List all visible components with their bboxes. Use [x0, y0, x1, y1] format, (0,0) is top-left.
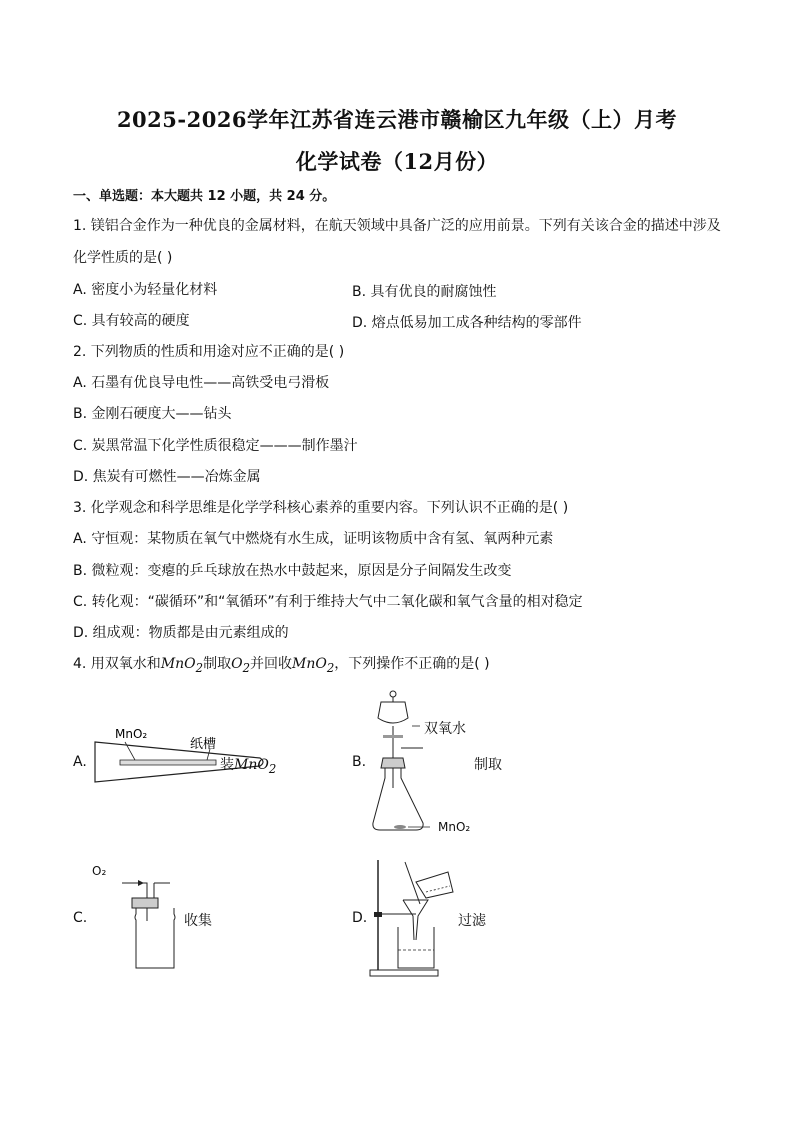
q4-option-b-caption: 制取: [474, 757, 502, 773]
gas-bottle-figure: [92, 876, 182, 976]
q4-option-a-letter: A.: [73, 754, 87, 770]
q3-option-b: B. 微粒观：变瘪的乒乓球放在热水中鼓起来，原因是分子间隔发生改变: [73, 563, 512, 579]
q2-option-a: A. 石墨有优良导电性——高铁受电弓滑板: [73, 375, 330, 391]
section-heading: 一、单选题：本大题共 12 小题，共 24 分。: [73, 189, 336, 204]
q3-option-c: C. 转化观：“碳循环”和“氧循环”有利于维持大气中二氧化碳和氧气含量的相对稳定: [73, 594, 583, 610]
clamp: [374, 912, 382, 917]
q1-option-d: D. 熔点低易加工成各种结构的零部件: [352, 315, 582, 331]
q4-option-d-caption: 过滤: [458, 913, 486, 929]
bottle-stopper: [132, 898, 158, 908]
iron-stand-base: [370, 970, 438, 976]
gas-bottle: [135, 908, 175, 968]
flask-funnel-figure: [368, 688, 488, 838]
q4-option-b-letter: B.: [352, 754, 367, 770]
funnel-valve: [383, 735, 403, 738]
flask-stopper: [381, 758, 405, 768]
q2-option-d: D. 焦炭有可燃性——冶炼金属: [73, 469, 261, 485]
q1-option-b: B. 具有优良的耐腐蚀性: [352, 284, 497, 300]
q4-stem: 4. 用双氧水和MnO$_2$制取$O_2$并回收MnO$_2$，下列操作不正确的是( ): [73, 656, 490, 675]
beaker: [398, 927, 434, 968]
exam-title-line2: 化学试卷（12月份）: [295, 149, 499, 174]
q2-option-c: C. 炭黑常温下化学性质很稳定———制作墨汁: [73, 438, 358, 454]
q4-option-c-caption: 收集: [184, 913, 212, 929]
label-mno2-b: MnO₂: [438, 820, 471, 834]
funnel-left: [403, 900, 414, 940]
q4-option-c-letter: C.: [73, 910, 88, 926]
q1-stem-line2: 化学性质的是( ): [73, 250, 173, 266]
q1-stem-line1: 1. 镁铝合金作为一种优良的金属材料，在航天领域中具备广泛的应用前景。下列有关该合金的描述中涉及: [73, 218, 721, 234]
q4-option-a-caption: 装MnO$_2$: [220, 757, 277, 776]
q4-option-d-letter: D.: [352, 910, 368, 926]
q3-stem: 3. 化学观念和科学思维是化学学科核心素养的重要内容。下列认识不正确的是( ): [73, 500, 569, 516]
mno2-powder: [394, 825, 406, 829]
q3-option-a: A. 守恒观：某物质在氧气中燃烧有水生成，证明该物质中含有氢、氧两种元素: [73, 531, 554, 547]
exam-title-line1: 2025-2026学年江苏省连云港市赣榆区九年级（上）月考: [116, 107, 678, 132]
filtration-figure: [368, 852, 468, 980]
label-h2o2: 双氧水: [424, 721, 466, 737]
mno2-pointer-line: [125, 742, 135, 760]
q3-option-d: D. 组成观：物质都是由元素组成的: [73, 625, 289, 641]
label-trough: 纸槽: [190, 737, 217, 752]
q2-stem: 2. 下列物质的性质和用途对应不正确的是( ): [73, 344, 345, 360]
label-o2: O₂: [92, 864, 107, 878]
q1-option-a: A. 密度小为轻量化材料: [73, 282, 218, 298]
conical-flask: [373, 768, 423, 830]
pouring-beaker: [416, 872, 453, 898]
paper-trough: [120, 760, 216, 765]
separatory-funnel: [378, 697, 408, 723]
q2-option-b: B. 金刚石硬度大——钻头: [73, 406, 232, 422]
label-mno2: MnO₂: [115, 727, 148, 741]
q1-option-c: C. 具有较高的硬度: [73, 313, 190, 329]
funnel-stopper: [390, 691, 396, 697]
